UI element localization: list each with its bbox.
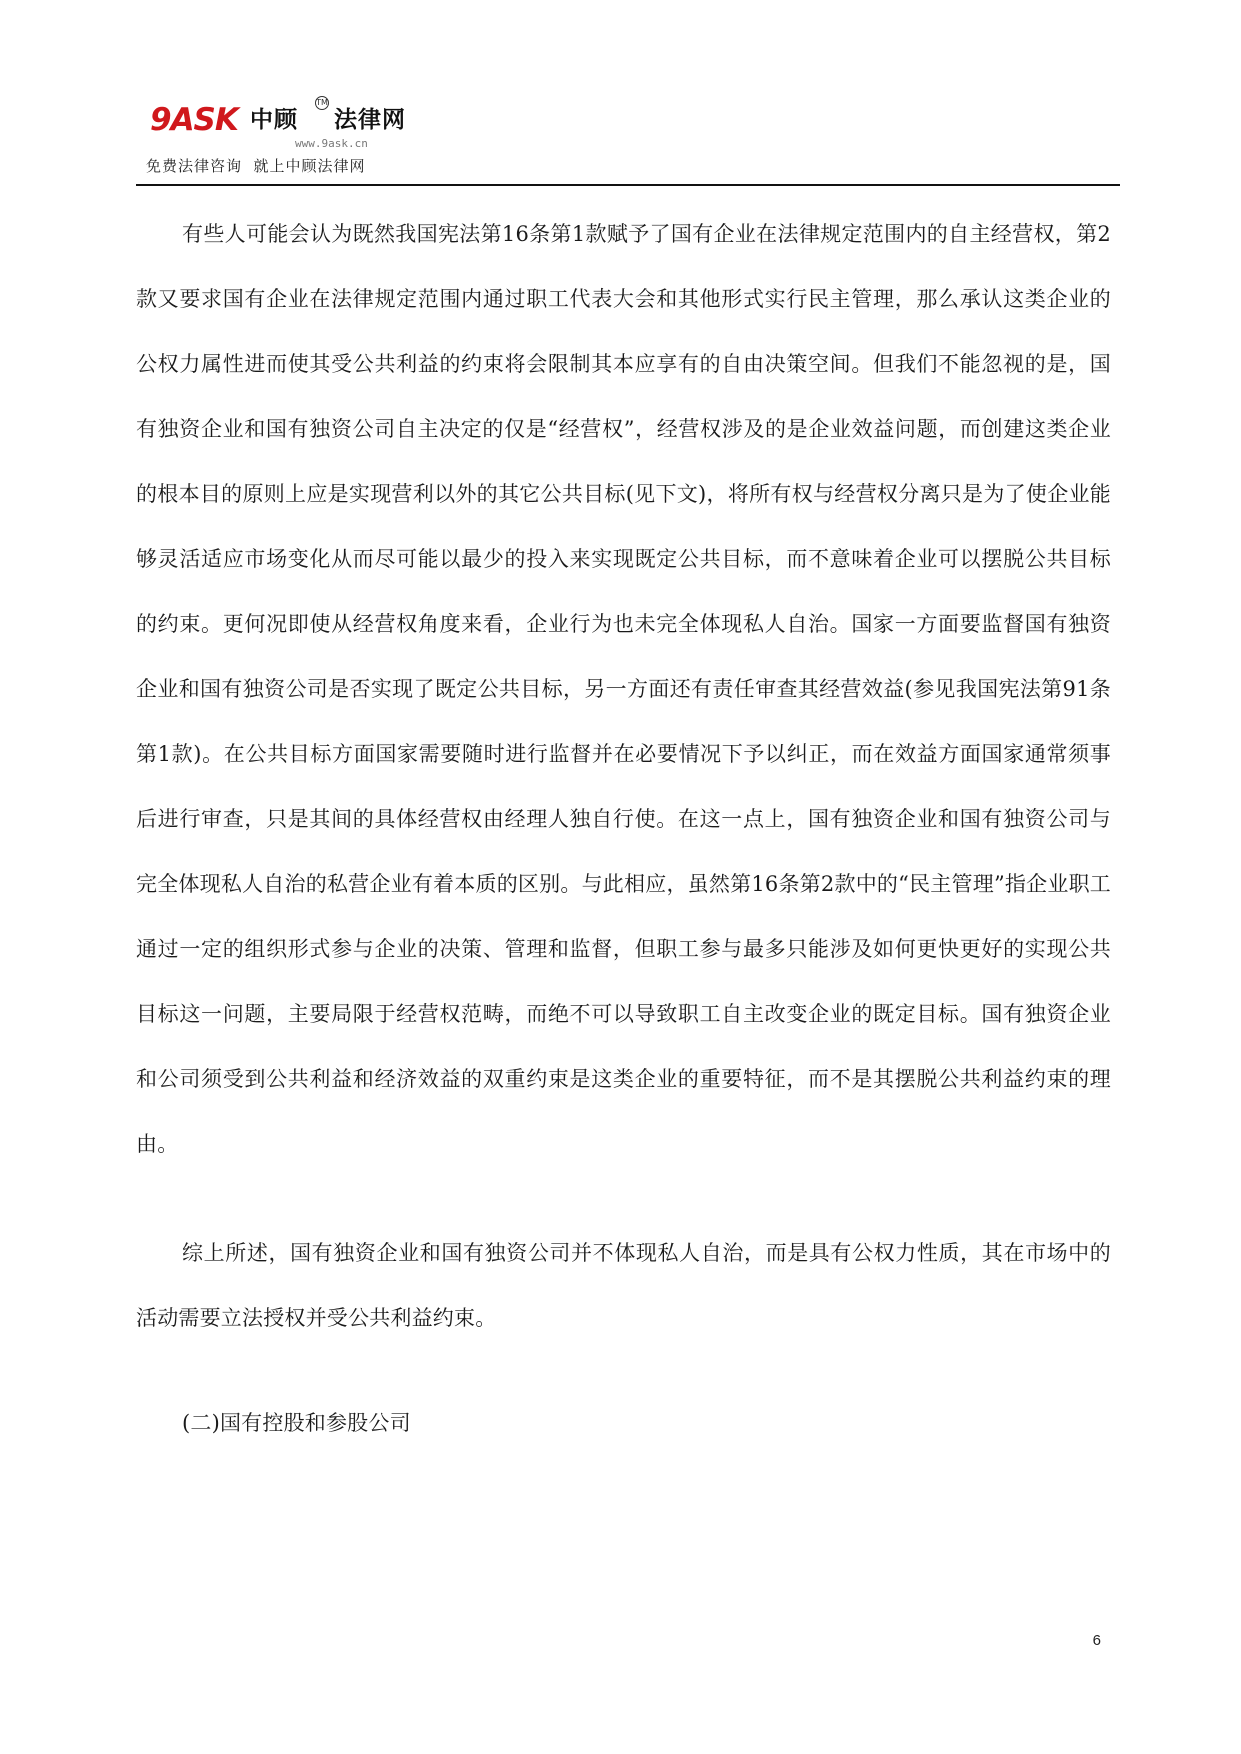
trademark-icon: TM [315,96,329,110]
page-number: 6 [1092,1632,1101,1649]
logo-brand-cn-1: 中顾 [250,107,298,133]
logo-brand-text: 9ASK [150,102,238,138]
paragraph-2: 综上所述，国有独资企业和国有独资公司并不体现私人自治，而是具有公权力性质，其在市场中的活动需要立法授权并受公共利益约束。 [136,1241,1111,1330]
logo-brand-cn-2: 法律网 [334,107,406,133]
paragraph-1: 有些人可能会认为既然我国宪法第16条第1款赋予了国有企业在法律规定范围内的自主经营权，第2款又要求国有企业在法律规定范围内通过职工代表大会和其他形式实行民主管理，那么承认这类企业的公权力属性进而使其受公共利益的约束将会限制其本应享有的自由决策空间。但我们不能忽视的是，国有独资企业和国有独资公司自主决定的仅是“经营权”，经营权涉及的是企业效益问题，而创建这类企业的根本目的原则上应是实现营利以外的其它公共目标(见下文)，将所有权与经营权分离只是为了使企业能够灵活适应市场变化从而尽可能以最少的投入来实现既定公共目标，而不意味着企业可以摆脱公共目标的约束。更何况即使从经营权角度来看，企业行为也未完全体现私人自治。国家一方面要监督国有独资企业和国有独资公司是否实现了既定公共目标，另一方面还有责任审查其经营效益(参见我国宪法第91条第1款)。在公共目标方面国家需要随时进行监督并在必要情况下予以纠正，而在效益方面国家通常须事后进行审查，只是其间的具体经营权由经理人独自行使。在这一点上，国有独资企业和国有独资公司与完全体现私人自治的私营企业有着本质的区别。与此相应，虽然第16条第2款中的“民主管理”指企业职工通过一定的组织形式参与企业的决策、管理和监督，但职工参与最多只能涉及如何更快更好的实现公共目标这一问题，主要局限于经营权范畴，而绝不可以导致职工自主改变企业的既定目标。国有独资企业和公司须受到公共利益和经济效益的双重约束是这类企业的重要特征，而不是其摆脱公共利益约束的理由。 [136,222,1111,1156]
logo-url: www.9ask.cn [295,137,368,150]
document-body [136,202,1111,1456]
header-divider [136,184,1120,186]
site-logo[interactable] [146,98,450,180]
page-header [136,100,1120,190]
logo-slogan: 免费法律咨询 就上中顾法律网 [146,157,366,175]
section-heading: (二)国有控股和参股公司 [182,1411,411,1435]
